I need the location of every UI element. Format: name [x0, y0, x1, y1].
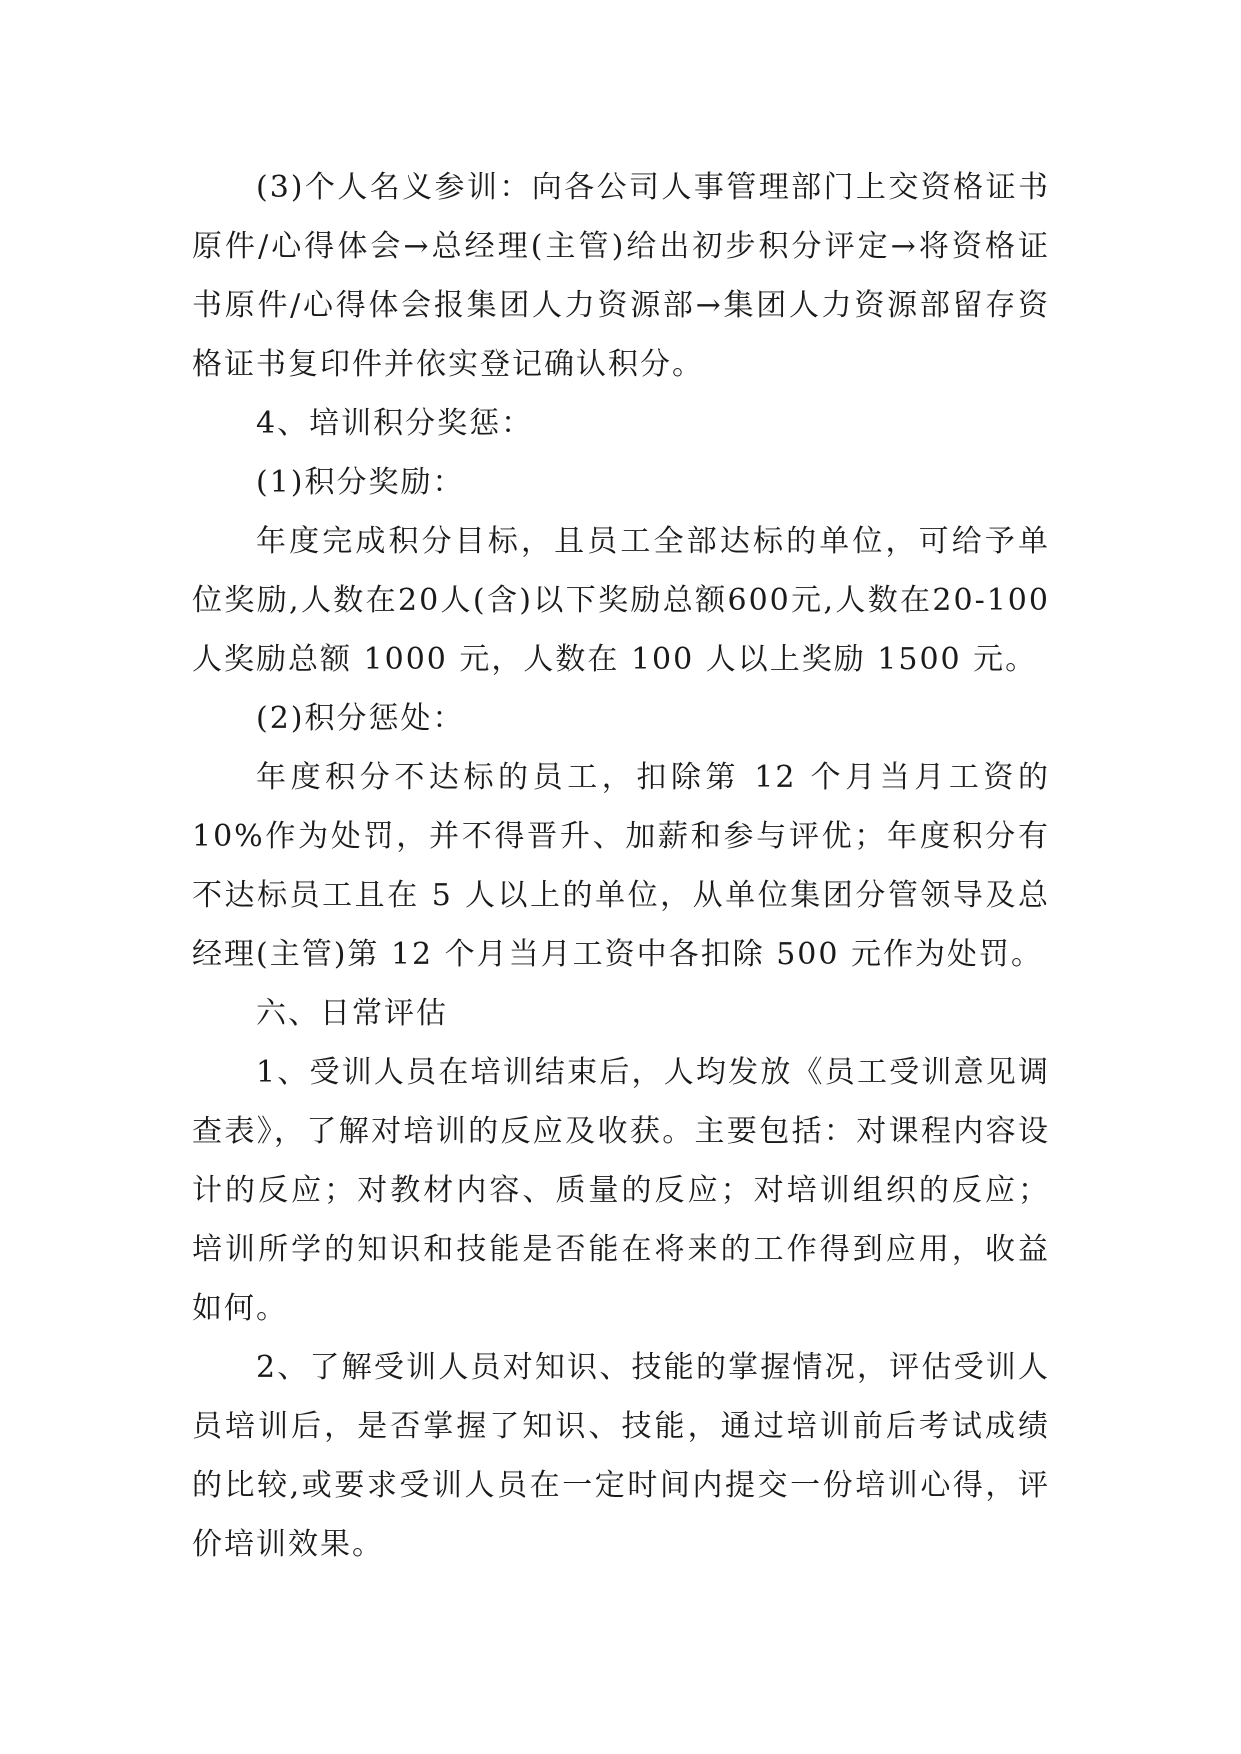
heading-points-reward: (1)积分奖励：: [256, 465, 465, 500]
paragraph-evaluation-survey: 1、受训人员在培训结束后，人均发放《员工受训意见调查表》，了解对培训的反应及收获。主要包括：对课程内容设计的反应；对教材内容、质量的反应；对培训组织的反应；培训所学的知识和技能是否能在将来的工作得到应用，收益如何。: [192, 1055, 1050, 1326]
heading-daily-evaluation: 六、日常评估: [256, 996, 448, 1031]
heading-points-rewards-penalties: 4、培训积分奖惩：: [256, 406, 534, 441]
heading-points-penalty: (2)积分惩处：: [256, 701, 465, 736]
paragraph-reward-details: 年度完成积分目标，且员工全部达标的单位，可给予单位奖励,人数在20人(含)以下奖励总额600元,人数在20-100人奖励总额 1000 元，人数在 100 人以上奖励 1500 元。: [192, 524, 1050, 677]
paragraph-penalty-details: 年度积分不达标的员工，扣除第 12 个月当月工资的 10%作为处罚，并不得晋升、加薪和参与评优；年度积分有不达标员工且在 5 人以上的单位，从单位集团分管领导及总经理(主管)第 12 个月当月工资中各扣除 500 元作为处罚。: [192, 760, 1050, 972]
paragraph-evaluation-mastery: 2、了解受训人员对知识、技能的掌握情况，评估受训人员培训后，是否掌握了知识、技能，通过培训前后考试成绩的比较,或要求受训人员在一定时间内提交一份培训心得，评价培训效果。: [192, 1350, 1050, 1562]
paragraph-personal-training: (3)个人名义参训：向各公司人事管理部门上交资格证书原件/心得体会→总经理(主管)给出初步积分评定→将资格证书原件/心得体会报集团人力资源部→集团人力资源部留存资格证书复印件并依实登记确认积分。: [192, 170, 1050, 382]
document-body: [192, 158, 1050, 1574]
